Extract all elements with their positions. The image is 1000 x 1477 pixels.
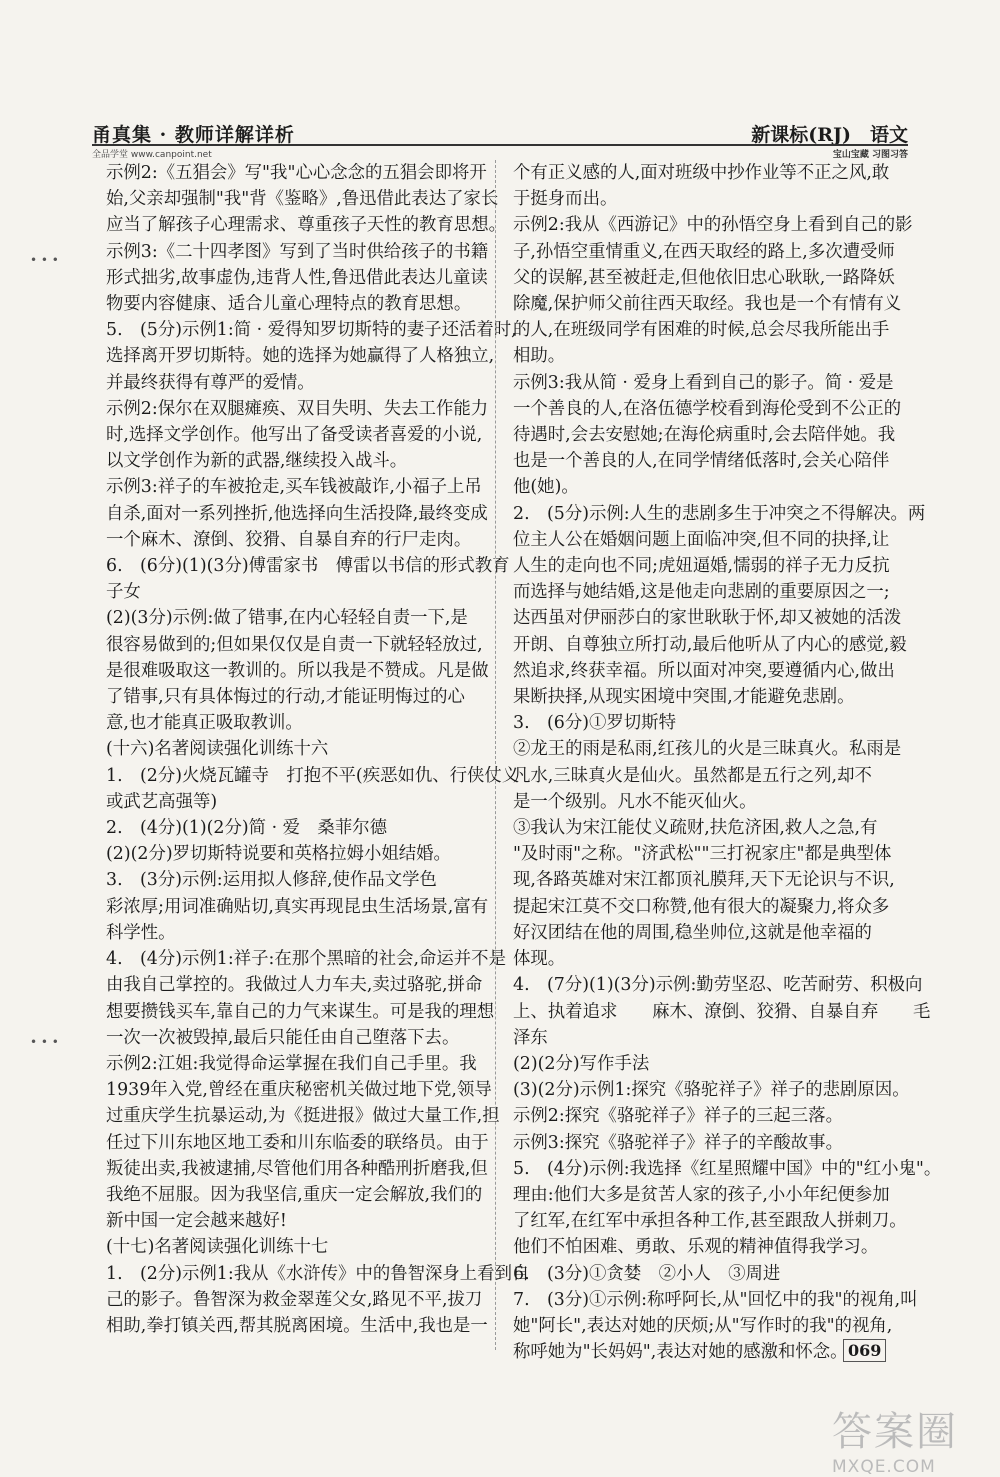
text-line: 示例2:探究《骆驼祥子》祥子的三起三落。 (513, 1106, 843, 1127)
header-book-title: 甬真集 · 教师详解详析 (92, 124, 295, 146)
text-line: 示例2:保尔在双腿瘫痪、双目失明、失去工作能力 (106, 398, 489, 419)
text-line: 7. (3分)①示例:称呼阿长,从"回忆中的我"的视角,叫 (513, 1289, 918, 1310)
text-line: 达西虽对伊丽莎白的家世耿耿于怀,却又被她的活泼 (513, 608, 902, 629)
text-line: 而选择与她结婚,这是他走向悲剧的重要原因之一; (513, 582, 890, 603)
text-line: 5. (4分)示例:我选择《红星照耀中国》中的"红小鬼"。 (513, 1158, 942, 1179)
text-line: 示例3:探究《骆驼祥子》祥子的辛酸故事。 (513, 1132, 843, 1153)
page-header (92, 120, 908, 160)
text-line: 3. (3分)示例:运用拟人修辞,使作品文学色 (106, 870, 437, 891)
column-divider (495, 160, 496, 1350)
text-line: 新中国一定会越来越好! (106, 1211, 287, 1232)
text-line: (十六)名著阅读强化训练十六 (106, 739, 329, 760)
text-line: 5. (5分)示例1:简 · 爱得知罗切斯特的妻子还活着时, (106, 320, 517, 341)
text-line: 提起宋江莫不交口称赞,他有很大的凝聚力,将众多 (513, 896, 890, 917)
text-line: 除魔,保护师父前往西天取经。我也是一个有情有义 (513, 294, 902, 315)
text-line: 示例3:《二十四孝图》写到了当时供给孩子的书籍 (106, 241, 489, 262)
text-line: 2. (4分)(1)(2分)简 · 爱 桑菲尔德 (106, 818, 387, 839)
text-line: 6. (3分)①贪婪 ②小人 ③周进 (513, 1263, 781, 1284)
text-line: 以文学创作为新的武器,继续投入战斗。 (106, 451, 408, 472)
text-line: 2. (5分)示例:人生的悲剧多生于冲突之不得解决。两 (513, 503, 926, 524)
text-line: 位主人公在婚姻问题上面临冲突,但不同的抉择,让 (513, 529, 890, 550)
text-line: 并最终获得有尊严的爱情。 (106, 372, 315, 393)
margin-mark: • • • (30, 1035, 59, 1049)
text-line: 任过下川东地区地工委和川东临委的联络员。由于 (106, 1132, 489, 1153)
text-line: 现,各路英雄对宋江都顶礼膜拜,天下无论识与不识, (513, 870, 895, 891)
text-line: 是一个级别。凡水不能灭仙火。 (513, 791, 757, 812)
text-line: 好汉团结在他的周围,稳坐帅位,这就是他幸福的 (513, 922, 872, 943)
text-line: 过重庆学生抗暴运动,为《挺进报》做过大量工作,担 (106, 1106, 500, 1127)
text-line: 一个麻木、潦倒、狡猾、自暴自弃的行尸走肉。 (106, 529, 472, 550)
text-line: 理由:他们大多是贫苦人家的孩子,小小年纪便参加 (513, 1184, 890, 1205)
text-line: 然追求,终获幸福。所以面对冲突,要遵循内心,做出 (513, 660, 895, 681)
text-line: 时,选择文学创作。他写出了备受读者喜爱的小说, (106, 425, 483, 446)
text-line: ②龙王的雨是私雨,红孩儿的火是三昧真火。私雨是 (513, 739, 902, 760)
text-line: 4. (4分)示例1:祥子:在那个黑暗的社会,命运并不是 (106, 949, 506, 970)
text-line: 是很难吸取这一教训的。所以我是不赞成。凡是做 (106, 660, 489, 681)
text-line: 应当了解孩子心理需求、尊重孩子天性的教育思想。 (106, 215, 506, 236)
text-line: 己的影子。鲁智深为救金翠莲父女,路见不平,拔刀 (106, 1289, 483, 1310)
text-line: 我绝不屈服。因为我坚信,重庆一定会解放,我们的 (106, 1184, 483, 1205)
text-line: 示例2:江姐:我觉得命运掌握在我们自己手里。我 (106, 1053, 477, 1074)
text-line: 子女 (106, 582, 141, 603)
text-line: 想要攒钱买车,靠自己的力气来谋生。可是我的理想 (106, 1001, 495, 1022)
text-line: 由我自己掌控的。我做过人力车夫,卖过骆驼,拼命 (106, 975, 483, 996)
text-line: 他们不怕困难、勇敢、乐观的精神值得我学习。 (513, 1237, 879, 1258)
watermark-text: 答案圈 (832, 1409, 958, 1455)
text-line: 体现。 (513, 949, 566, 970)
text-line: 物要内容健康、适合儿童心理特点的教育思想。 (106, 294, 472, 315)
text-line: 3. (6分)①罗切斯特 (513, 713, 676, 734)
text-line: 了红军,在红军中承担各种工作,甚至跟敌人拼刺刀。 (513, 1211, 907, 1232)
text-line: 形式拙劣,故事虚伪,违背人性,鲁迅借此表达儿童读 (106, 267, 488, 288)
header-edition: 新课标(RJ) 语文 (751, 124, 908, 146)
text-line: (2)(2分)写作手法 (513, 1053, 650, 1074)
text-line: 始,父亲却强制"我"背《鉴略》,鲁迅借此表达了家长 (106, 189, 499, 210)
text-line: 子,孙悟空重情重义,在西天取经的路上,多次遭受师 (513, 241, 895, 262)
text-line: 待遇时,会去安慰她;在海伦病重时,会去陪伴她。我 (513, 425, 896, 446)
text-line: 果断抉择,从现实困境中突围,才能避免悲剧。 (513, 687, 855, 708)
text-line: 科学性。 (106, 922, 176, 943)
text-line: 6. (6分)(1)(3分)傅雷家书 傅雷以书信的形式教育 (106, 556, 510, 577)
text-line: 个有正义感的人,面对班级中抄作业等不正之风,敢 (513, 163, 890, 183)
text-line: 称呼她为"长妈妈",表达对她的感激和怀念。 (513, 1342, 848, 1363)
text-line: (3)(2分)示例1:探究《骆驼祥子》祥子的悲剧原因。 (513, 1080, 910, 1101)
text-line: 开朗、自尊独立所打动,最后他听从了内心的感觉,毅 (513, 634, 907, 655)
watermark-url: MXQE.COM (832, 1457, 936, 1477)
text-line: 示例3:祥子的车被抢走,买车钱被敲诈,小福子上吊 (106, 477, 482, 498)
left-column (106, 160, 530, 1339)
text-line: 父的误解,甚至被赶走,但他依旧忠心耿耿,一路降妖 (513, 267, 895, 288)
page-number: 069 (843, 1339, 886, 1362)
text-line: 或武艺高强等) (106, 791, 218, 812)
margin-mark: • • • (30, 253, 59, 267)
header-brand: 宝山宝藏 习图习答 (832, 150, 908, 160)
text-line: 彩浓厚;用词准确贴切,真实再现昆虫生活场景,富有 (106, 896, 489, 917)
text-line: 一个善良的人,在洛伍德学校看到海伦受到不公正的 (513, 398, 902, 419)
text-line: 很容易做到的;但如果仅仅是自责一下就轻轻放过, (106, 634, 483, 655)
text-line: 凡水,三昧真火是仙火。虽然都是五行之列,却不 (513, 765, 872, 786)
text-line: 自杀,面对一系列挫折,他选择向生活投降,最终变成 (106, 503, 488, 524)
text-line: 1. (2分)火烧瓦罐寺 打抱不平(疾恶如仇、行侠仗义 (106, 765, 520, 786)
text-line: 选择离开罗切斯特。她的选择为她赢得了人格独立, (106, 346, 495, 367)
text-line: 她"阿长",表达对她的厌烦;从"写作时的我"的视角, (513, 1315, 893, 1336)
text-line: 示例2:《五猖会》写"我"心心念念的五猖会即将开 (106, 163, 487, 183)
header-site: 全品学堂 www.canpoint.net (92, 150, 212, 160)
text-line: 泽东 (513, 1027, 548, 1048)
text-line: 的人,在班级同学有困难的时候,总会尽我所能出手 (513, 320, 890, 341)
text-line: 一次一次被毁掉,最后只能任由自己堕落下去。 (106, 1027, 460, 1048)
text-line: 1939年入党,曾经在重庆秘密机关做过地下党,领导 (106, 1080, 492, 1101)
text-line: 他(她)。 (513, 477, 579, 498)
text-line: (十七)名著阅读强化训练十七 (106, 1237, 329, 1258)
text-line: 示例2:我从《西游记》中的孙悟空身上看到自己的影 (513, 215, 913, 236)
text-line: 1. (2分)示例1:我从《水浒传》中的鲁智深身上看到自 (106, 1263, 530, 1284)
text-line: 示例3:我从简 · 爱身上看到自己的影子。简 · 爱是 (513, 372, 894, 393)
text-line: 叛徒出卖,我被逮捕,尽管他们用各种酷刑折磨我,但 (106, 1158, 488, 1179)
text-line: 相助。 (513, 346, 566, 367)
text-line: 4. (7分)(1)(3分)示例:勤劳坚忍、吃苦耐劳、积极向 (513, 975, 923, 996)
text-line: (2)(2分)罗切斯特说要和英格拉姆小姐结婚。 (106, 844, 451, 865)
text-line: 上、执着追求 麻木、潦倒、狡猾、自暴自弃 毛 (513, 1001, 931, 1022)
text-line: "及时雨"之称。"济武松""三打祝家庄"都是典型体 (513, 844, 892, 865)
text-line: (2)(3分)示例:做了错事,在内心轻轻自责一下,是 (106, 608, 468, 629)
text-line: 相助,拳打镇关西,帮其脱离困境。生活中,我也是一 (106, 1315, 488, 1336)
text-line: 也是一个善良的人,在同学情绪低落时,会关心陪伴 (513, 451, 890, 472)
right-column (513, 160, 942, 1365)
text-line: ③我认为宋江能仗义疏财,扶危济困,救人之急,有 (513, 818, 878, 839)
text-line: 人生的走向也不同;虎妞逼婚,懦弱的祥子无力反抗 (513, 556, 890, 577)
text-line: 于挺身而出。 (513, 189, 618, 210)
text-line: 意,也才能真正吸取教训。 (106, 713, 303, 734)
watermark-logo (832, 1400, 958, 1477)
text-line: 了错事,只有具体悔过的行动,才能证明悔过的心 (106, 687, 465, 708)
header-rule (92, 144, 908, 146)
